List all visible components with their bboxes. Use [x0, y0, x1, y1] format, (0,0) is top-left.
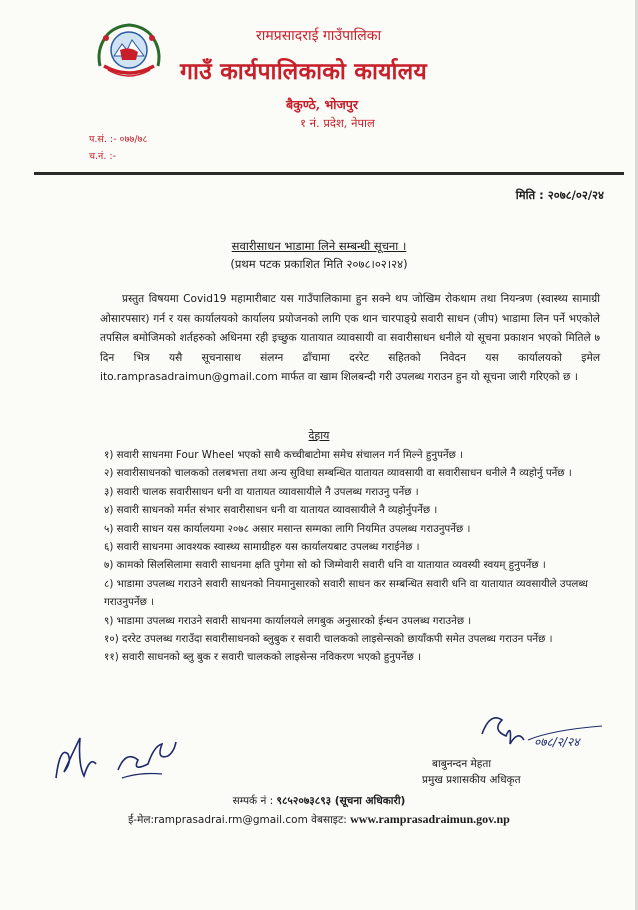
notice-body-text: प्रस्तुत विषयमा Covid19 महामारीबाट यस गाउँपालिकामा हुन सक्ने थप जोखिम रोकथाम तथा नियन्त्रण (स्वास्थ्य सामाग्री ओसारपसार) गर्न र यस कार्यालयको कार्यालय प्रयोजनको लागि एक थान चारपाङ्ग्रे सवारी साधन (जीप) भाडामा लिन पर्ने भएकोले तपसिल बमोजिमको शर्तहरुको अधिनमा रही इच्छुक यातायात व्यावसायी वा सवारीसाधन धनीले यो सूचना प्रकाशन भएको मितिले ७ दिन भित्र यसै सूचनासाथ संलग्न ढाँचामा दररेट सहितको निवेदन यस कार्यालयको इमेल ito.ramprasadraimun@gmail.com मार्फत वा खाम शिलबन्दी गरी उपलब्ध गराउन हुन यो सूचना जारी गरिएको छ ।	[100, 293, 600, 384]
municipality-name: रामप्रसादराई गाउँपालिका	[256, 28, 382, 44]
website-link[interactable]: www.ramprasadraimun.gov.np	[350, 812, 510, 826]
condition-item: ८) भाडामा उपलब्ध गराउने सवारी साधनको नियमानुसारको सवारी साधन कर सम्बन्धित सवारी धनि वा यातायात व्यवसायीले उपलब्ध गराउनुपर्नेछ ।	[104, 577, 588, 609]
province-line: १ नं. प्रदेश, नेपाल	[300, 116, 375, 130]
contact-label: सम्पर्क नं :	[232, 795, 274, 807]
condition-item: १) सवारी साधनमा Four Wheel भएको साथै कच्चीबाटोमा समेच संचालन गर्न मिल्ने हुनुपर्नेछ ।	[104, 449, 464, 461]
condition-item: ३) सवारी चालक सवारीसाधन धनी वा यातायत व्यावसायीले नै उपलब्ध गराउनु पर्नेछ ।	[104, 485, 419, 498]
publication-date: (प्रथम पटक प्रकाशित मिति २०७८।०२।२४)	[230, 257, 408, 271]
conditions-list	[104, 446, 598, 667]
office-name: गाउँ कार्यपालिकाको कार्यालय	[180, 58, 427, 85]
contact-line	[0, 794, 638, 808]
conditions-heading	[0, 428, 638, 443]
dispatch-number: च.नं. :-	[89, 151, 116, 162]
office-location: बैकुण्ठे, भोजपुर	[286, 97, 359, 112]
condition-item: २) सवारीसाधनको चालकको तलबभत्ता तथा अन्य सुविधा सम्बन्धित यातायत व्यावसायी वा सवारीसाधन धनीले नै व्यहोर्नु पर्नेछ ।	[104, 467, 572, 480]
email-label: ई-मेल:	[128, 814, 155, 826]
condition-item: ४) सवारी साधनको मर्मत संभार सवारीसाधन धनी वा यातायत व्यावसायीले नै व्यहोर्नुपर्नेछ ।	[104, 504, 438, 517]
notice-date: मिति : २०७८/०२/२४	[515, 188, 604, 202]
svg-text:०७८/२/२४: ०७८/२/२४	[534, 735, 580, 749]
signatory-name: बाबुनन्दन मेहता	[432, 758, 492, 770]
header-divider	[34, 172, 624, 175]
condition-item: ११) सवारी साधनको ब्लु बुक र सवारी चालकको लाइसेन्स नविकरण भएको हुनुपर्नेछ ।	[104, 651, 421, 664]
notice-body	[100, 290, 600, 388]
condition-item: १०) दररेट उपलब्ध गराउँदा सवारीसाधनको ब्लुबुक र सवारी चालकको लाइसेन्सको छायाँकपी समेत उपलब्ध गराउन पर्नेछ ।	[104, 633, 553, 646]
signatory-title: प्रमुख प्रशासकीय अधिकृत	[422, 774, 521, 786]
condition-item: ६) सवारी साधनमा आवश्यक स्वास्थ्य सामाग्रीहरु यस कार्यालयबाट उपलब्ध गराईनेछ ।	[104, 541, 420, 554]
condition-item: ९) भाडामा उपलब्ध गराउने सवारी साधनमा कार्यालयले लगबुक अनुसारको ईन्धन उपलब्ध गराउनेछ ।	[104, 614, 472, 627]
condition-item: ७) कामको सिलसिलामा सवारी साधनमा क्षति पुगेमा सो को जिम्मेवारी सवारी धनि वा यातायात व्यवस्यी स्वयम् हुनुपर्नेछ ।	[104, 559, 546, 572]
handwritten-signatures	[44, 716, 194, 796]
website-label: वेबसाइट:	[311, 814, 347, 826]
conditions-heading-text: देहाय	[308, 429, 330, 442]
footer-email-web	[0, 812, 638, 827]
notice-title-text: सवारीसाधन भाडामा लिने सम्बन्धी सूचना ।	[231, 239, 407, 253]
condition-item: ५) सवारी साधन यस कार्यालयमा २०७८ असार मसान्त सम्मका लागि नियमित उपलब्ध गराउनुपर्नेछ ।	[104, 522, 471, 535]
notice-title	[0, 239, 638, 254]
nepal-emblem-logo	[92, 22, 166, 82]
officer-signature	[462, 700, 612, 760]
email-address[interactable]: ramprasadrai.rm@gmail.com	[154, 814, 308, 826]
reference-number: प.सं. :- ०७७/७८	[89, 134, 148, 145]
contact-number: ९८५२०७३८९३ (सूचना अधिकारी)	[276, 795, 406, 807]
